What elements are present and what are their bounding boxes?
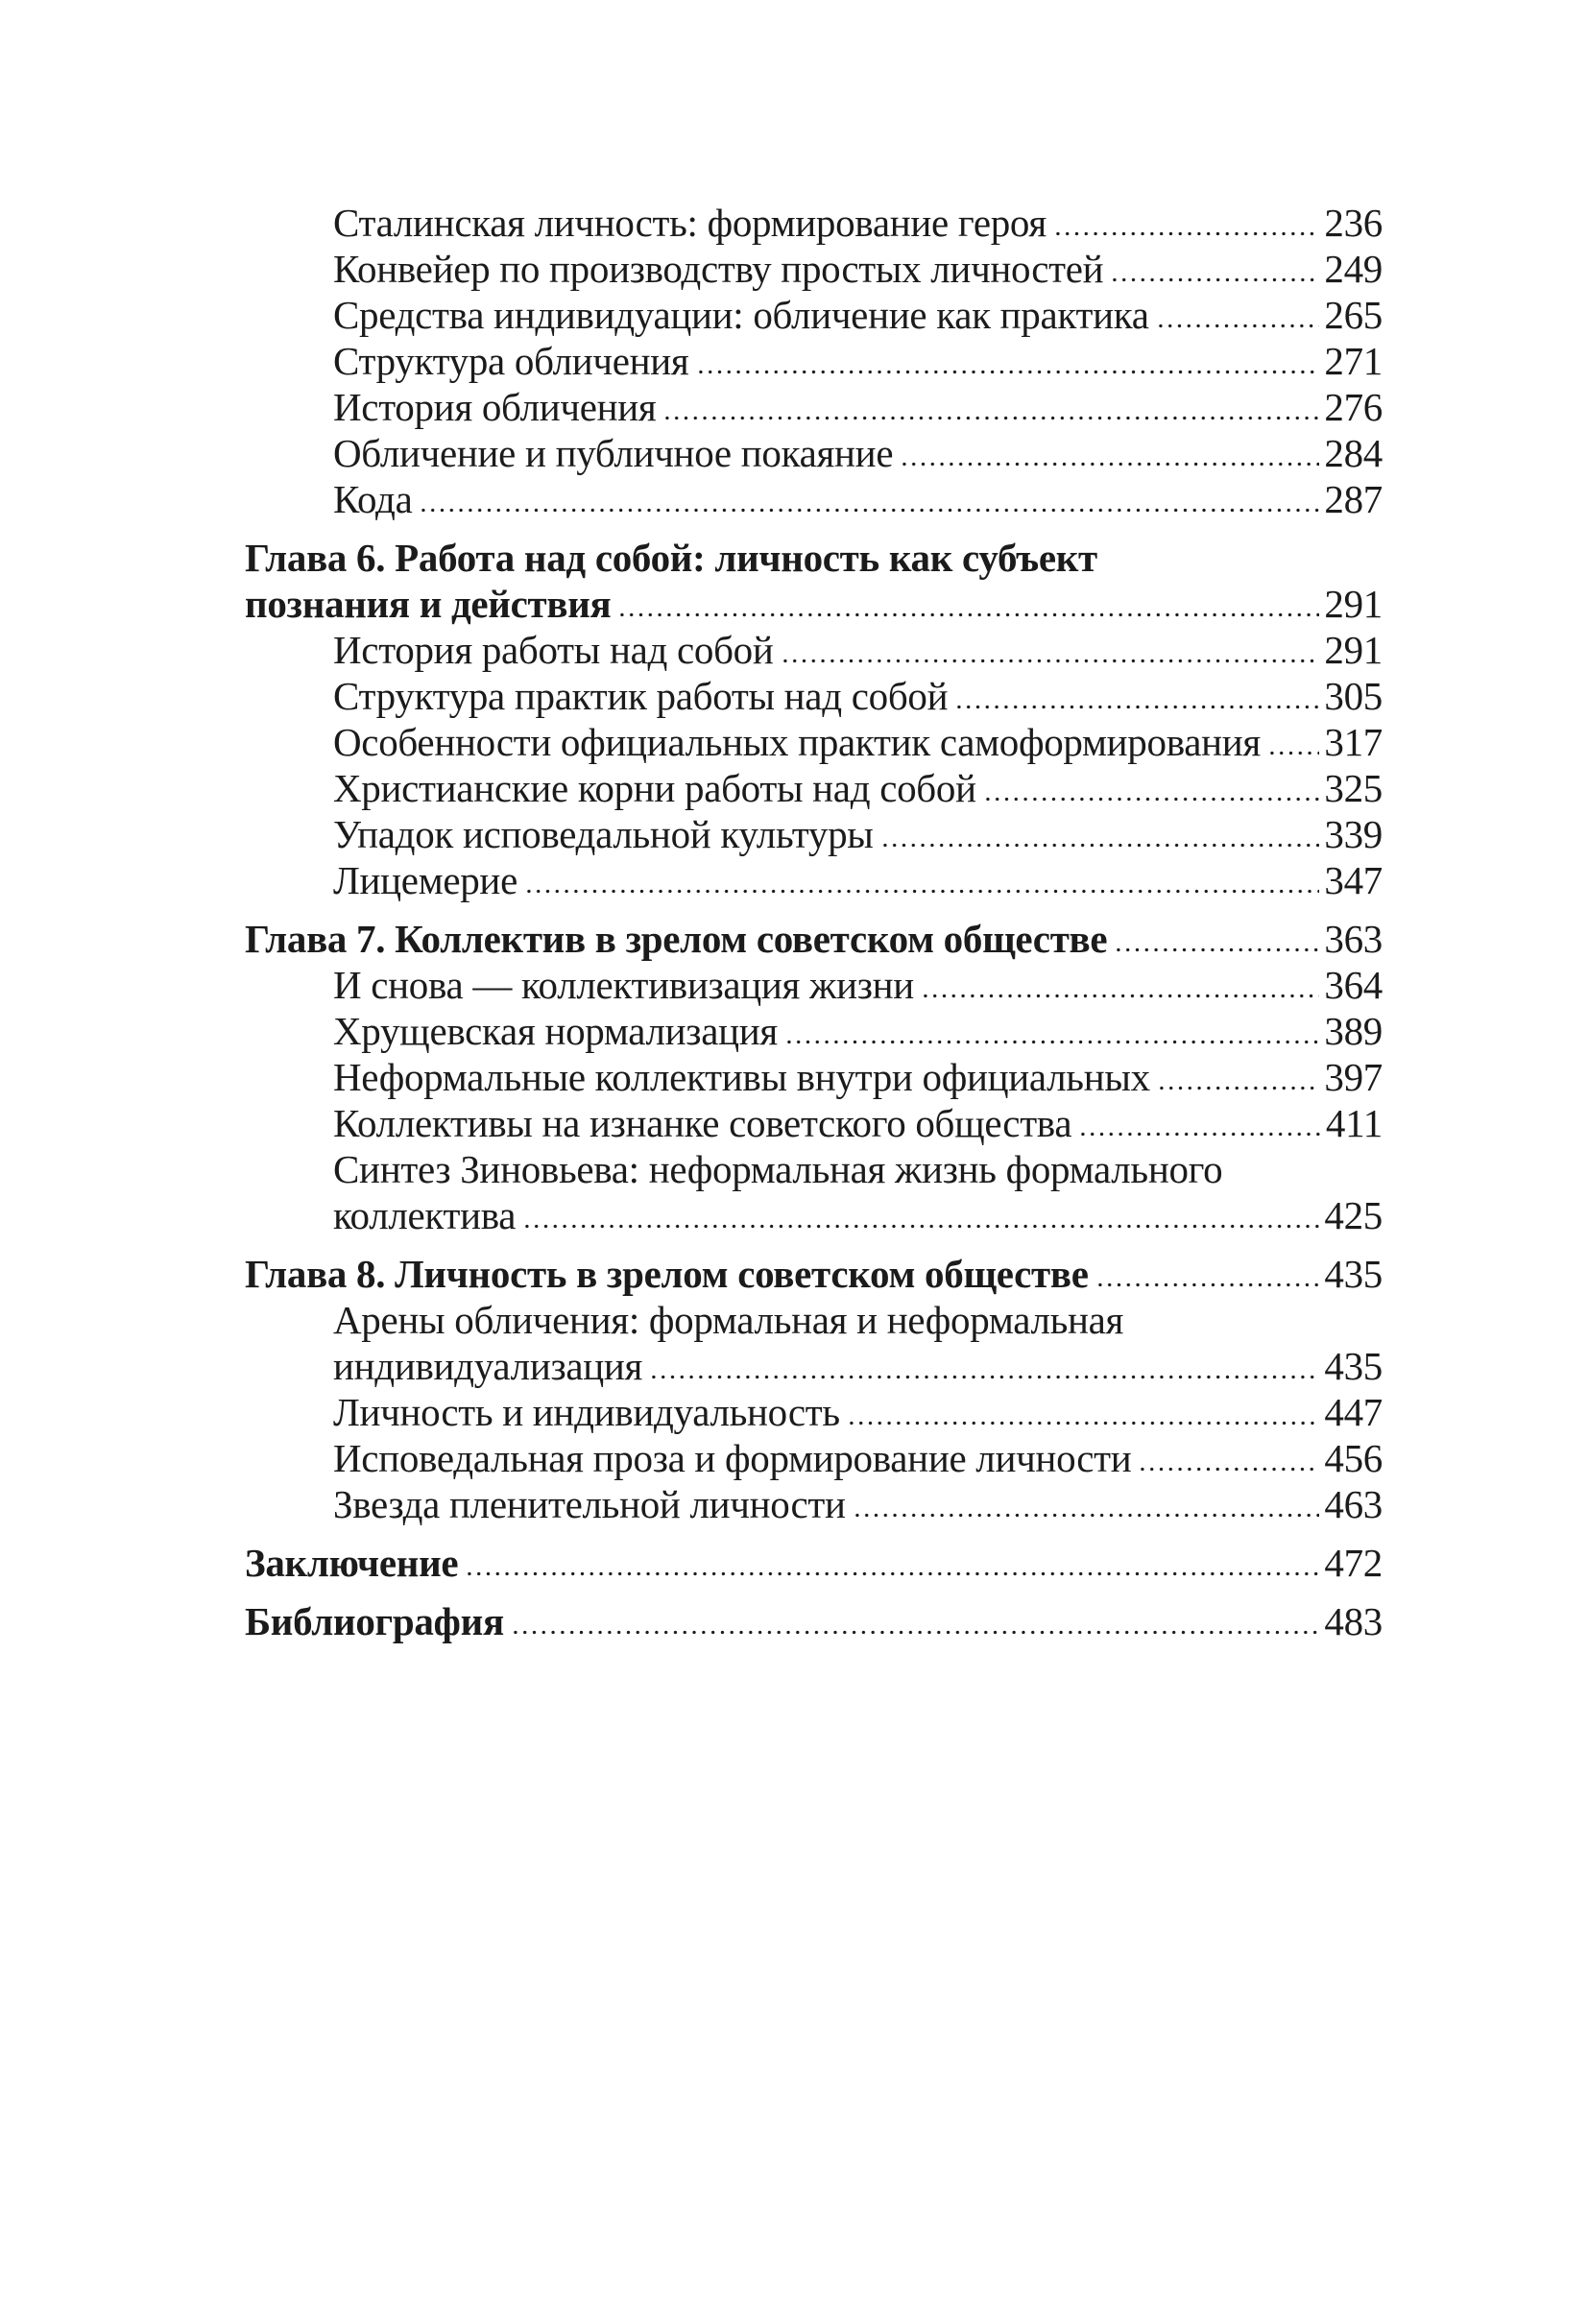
toc-sub-entry (245, 1146, 1383, 1192)
toc-entry-title: Особенности официальных практик самоформирования (333, 720, 1261, 764)
toc-chapter-entry (245, 581, 1383, 627)
toc-entry-title: Средства индивидуации: обличение как практика (333, 293, 1149, 337)
toc-entry-page: 291 (1324, 582, 1383, 626)
toc-sub-entry (245, 430, 1383, 476)
toc-entry-page: 435 (1324, 1344, 1383, 1388)
toc-entry-title: История обличения (333, 385, 657, 429)
toc-sub-entry (245, 1343, 1383, 1389)
toc-entry-page: 463 (1324, 1482, 1383, 1526)
toc-entry-page: 389 (1324, 1009, 1383, 1053)
toc-entry-title: Библиография (245, 1599, 504, 1643)
toc-entry-title: Неформальные коллективы внутри официальных (333, 1055, 1150, 1099)
toc-entry-page: 271 (1324, 339, 1383, 383)
dot-leader (1114, 947, 1319, 952)
toc-entry-title: Коллективы на изнанке советского общества (333, 1101, 1072, 1145)
dot-leader (1157, 1086, 1320, 1090)
dot-leader (1078, 1132, 1321, 1137)
dot-leader (522, 1224, 1319, 1229)
toc-entry-title: Лицемерие (333, 858, 517, 902)
dot-leader (1095, 1282, 1320, 1287)
toc-chapter-entry (245, 535, 1383, 581)
dot-leader (1053, 231, 1319, 236)
toc-entry-page: 325 (1324, 766, 1383, 810)
toc-sub-entry (245, 338, 1383, 384)
toc-sub-entry (245, 1481, 1383, 1527)
toc-entry-title: Кода (333, 477, 413, 521)
toc-sub-entry (245, 1008, 1383, 1054)
dot-leader (617, 612, 1319, 617)
dot-leader (696, 370, 1320, 374)
dot-leader (983, 797, 1320, 802)
dot-leader (511, 1630, 1320, 1635)
toc-sub-entry (245, 627, 1383, 673)
dot-leader (954, 705, 1319, 709)
toc-entry-page: 236 (1324, 201, 1383, 245)
dot-leader (1267, 751, 1319, 755)
toc-chapter-entry (245, 1540, 1383, 1586)
toc-entry-page: 483 (1324, 1599, 1383, 1643)
toc-chapter-entry (245, 1598, 1383, 1644)
toc-entry-page: 447 (1324, 1390, 1383, 1434)
dot-leader (1138, 1467, 1319, 1472)
toc-sub-entry (245, 857, 1383, 903)
toc-entry-page: 276 (1324, 385, 1383, 429)
toc-chapter-entry (245, 1251, 1383, 1297)
toc-sub-entry (245, 719, 1383, 765)
dot-leader (900, 462, 1319, 467)
toc-list (245, 200, 1383, 1644)
dot-leader (524, 889, 1319, 894)
toc-entry-title: История работы над собой (333, 628, 774, 672)
toc-entry-page: 397 (1324, 1055, 1383, 1099)
toc-sub-entry (245, 292, 1383, 338)
toc-entry-page: 284 (1324, 431, 1383, 475)
toc-entry-title: Структура обличения (333, 339, 689, 383)
dot-leader (921, 994, 1319, 998)
toc-entry-page: 339 (1324, 812, 1383, 856)
toc-entry-page: 456 (1324, 1436, 1383, 1480)
dot-leader (649, 1375, 1319, 1379)
toc-sub-entry (245, 1297, 1383, 1343)
toc-entry-page: 305 (1324, 674, 1383, 718)
toc-entry-title: Глава 6. Работа над собой: личность как субъект (245, 536, 1097, 580)
toc-entry-title: Христианские корни работы над собой (333, 766, 976, 810)
toc-entry-title: индивидуализация (333, 1344, 643, 1388)
toc-entry-page: 472 (1324, 1541, 1383, 1585)
toc-entry-title: Звезда пленительной личности (333, 1482, 846, 1526)
toc-entry-title: познания и действия (245, 582, 612, 626)
toc-sub-entry (245, 1192, 1383, 1238)
dot-leader (781, 659, 1320, 663)
toc-sub-entry (245, 1100, 1383, 1146)
toc-entry-title: Сталинская личность: формирование героя (333, 201, 1047, 245)
toc-entry-title: Обличение и публичное покаяние (333, 431, 894, 475)
toc-entry-page: 435 (1324, 1252, 1383, 1296)
toc-sub-entry (245, 811, 1383, 857)
toc-entry-page: 317 (1324, 720, 1383, 764)
dot-leader (1110, 277, 1319, 282)
toc-entry-title: Арены обличения: формальная и неформальная (333, 1298, 1124, 1342)
dot-leader (847, 1421, 1320, 1426)
toc-sub-entry (245, 1054, 1383, 1100)
dot-leader (662, 416, 1319, 420)
dot-leader (784, 1040, 1319, 1044)
toc-entry-title: Хрущевская нормализация (333, 1009, 778, 1053)
toc-sub-entry (245, 384, 1383, 430)
dot-leader (853, 1513, 1320, 1518)
dot-leader (419, 508, 1319, 513)
toc-entry-title: Исповедальная проза и формирование личности (333, 1436, 1132, 1480)
toc-sub-entry (245, 200, 1383, 246)
toc-sub-entry (245, 246, 1383, 292)
toc-entry-page: 363 (1324, 917, 1383, 961)
toc-entry-page: 425 (1324, 1193, 1383, 1237)
toc-sub-entry (245, 765, 1383, 811)
toc-entry-title: Заключение (245, 1541, 459, 1585)
toc-entry-title: Личность и индивидуальность (333, 1390, 840, 1434)
toc-entry-title: И снова — коллективизация жизни (333, 963, 914, 1007)
dot-leader (880, 843, 1320, 848)
toc-entry-page: 249 (1324, 247, 1383, 291)
toc-entry-page: 411 (1325, 1101, 1383, 1145)
toc-entry-title: Конвейер по производству простых личностей (333, 247, 1104, 291)
toc-entry-title: Глава 8. Личность в зрелом советском обществе (245, 1252, 1089, 1296)
toc-entry-title: коллектива (333, 1193, 517, 1237)
toc-entry-title: Синтез Зиновьева: неформальная жизнь формального (333, 1147, 1223, 1191)
toc-sub-entry (245, 476, 1383, 522)
toc-entry-title: Структура практик работы над собой (333, 674, 949, 718)
toc-sub-entry (245, 962, 1383, 1008)
toc-chapter-entry (245, 916, 1383, 962)
toc-entry-page: 347 (1324, 858, 1383, 902)
toc-entry-title: Глава 7. Коллектив в зрелом советском обществе (245, 917, 1108, 961)
toc-entry-page: 364 (1324, 963, 1383, 1007)
dot-leader (1156, 323, 1320, 328)
toc-sub-entry (245, 1435, 1383, 1481)
toc-entry-page: 291 (1324, 628, 1383, 672)
toc-sub-entry (245, 1389, 1383, 1435)
toc-entry-page: 287 (1324, 477, 1383, 521)
toc-entry-page: 265 (1324, 293, 1383, 337)
toc-entry-title: Упадок исповедальной культуры (333, 812, 874, 856)
toc-sub-entry (245, 673, 1383, 719)
dot-leader (465, 1571, 1319, 1576)
